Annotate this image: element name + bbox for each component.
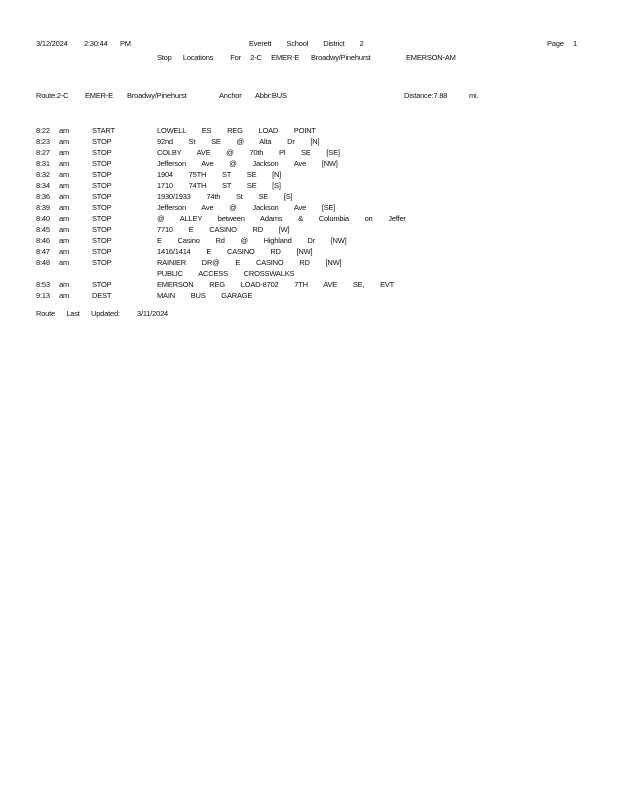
stop-time: 8:47 — [36, 247, 50, 256]
stop-ampm: am — [59, 203, 70, 212]
stop-type: STOP — [92, 181, 112, 190]
stop-row — [0, 147, 618, 158]
stop-ampm: am — [59, 170, 70, 179]
stop-ampm: am — [59, 225, 70, 234]
stop-type: STOP — [92, 280, 112, 289]
stop-row — [0, 158, 618, 169]
stop-time: 8:40 — [36, 214, 50, 223]
stop-row — [0, 125, 618, 136]
stop-description: RAINIER DR@ E CASINO RD [NW] — [157, 258, 342, 267]
stop-type: STOP — [92, 148, 112, 157]
stop-description: 1710 74TH ST SE [S] — [157, 181, 281, 190]
last-updated-label: Route Last Updated: — [36, 309, 120, 318]
stop-time: 8:36 — [36, 192, 50, 201]
stop-ampm: am — [59, 137, 70, 146]
stop-type: STOP — [92, 214, 112, 223]
stop-type: START — [92, 126, 115, 135]
stop-time: 8:53 — [36, 280, 50, 289]
stop-time: 8:46 — [36, 236, 50, 245]
report-date: 3/12/2024 — [36, 39, 68, 48]
stop-description: E Casino Rd @ Highland Dr [NW] — [157, 236, 347, 245]
stop-time: 8:34 — [36, 181, 50, 190]
page-label: Page — [547, 39, 564, 48]
stop-ampm: am — [59, 236, 70, 245]
stop-type: STOP — [92, 203, 112, 212]
stop-ampm: am — [59, 291, 70, 300]
stop-row — [0, 268, 618, 279]
stop-type: STOP — [92, 137, 112, 146]
stop-ampm: am — [59, 280, 70, 289]
page-number: 1 — [573, 39, 577, 48]
route-id: Route:2-C — [36, 91, 69, 100]
stop-description: @ ALLEY between Adams & Columbia on Jeffer — [157, 214, 406, 223]
stop-type: STOP — [92, 258, 112, 267]
route-distance-unit: mi. — [469, 91, 479, 100]
stop-time: 9:13 — [36, 291, 50, 300]
stop-time: 8:22 — [36, 126, 50, 135]
stop-type: DEST — [92, 291, 112, 300]
stop-ampm: am — [59, 214, 70, 223]
route-abbr: Abbr:BUS — [255, 91, 287, 100]
route-code: EMER-E — [85, 91, 113, 100]
stop-description: 1930/1933 74th St SE [S] — [157, 192, 293, 201]
stop-row — [0, 279, 618, 290]
stop-description: 7710 E CASINO RD [W] — [157, 225, 290, 234]
report-run-name: EMERSON-AM — [406, 53, 456, 62]
stop-description: COLBY AVE @ 70th Pl SE [SE] — [157, 148, 340, 157]
route-anchor: Anchor — [219, 91, 242, 100]
stop-time: 8:39 — [36, 203, 50, 212]
report-time-ampm: PM — [120, 39, 131, 48]
stop-description: Jefferson Ave @ Jackson Ave [SE] — [157, 203, 336, 212]
stop-row — [0, 180, 618, 191]
stop-type: STOP — [92, 159, 112, 168]
stop-ampm: am — [59, 126, 70, 135]
stop-description: 1416/1414 E CASINO RD [NW] — [157, 247, 313, 256]
stop-row — [0, 290, 618, 301]
report-time: 2:30:44 — [84, 39, 108, 48]
route-distance: Distance:7.88 — [404, 91, 448, 100]
stop-row — [0, 235, 618, 246]
stop-description: 1904 75TH ST SE [N] — [157, 170, 282, 179]
stop-row — [0, 191, 618, 202]
district-title: Everett School District 2 — [249, 39, 364, 48]
last-updated-date: 3/11/2024 — [137, 309, 169, 318]
stop-time: 8:48 — [36, 258, 50, 267]
stop-description: LOWELL ES REG LOAD POINT — [157, 126, 316, 135]
stop-type: STOP — [92, 192, 112, 201]
route-name: Broadwy/Pinehurst — [127, 91, 187, 100]
stop-description: MAIN BUS GARAGE — [157, 291, 253, 300]
stop-ampm: am — [59, 159, 70, 168]
stop-row — [0, 224, 618, 235]
stop-type: STOP — [92, 247, 112, 256]
stop-ampm: am — [59, 247, 70, 256]
stop-row — [0, 169, 618, 180]
stop-time: 8:45 — [36, 225, 50, 234]
stop-description: PUBLIC ACCESS CROSSWALKS — [157, 269, 295, 278]
stop-ampm: am — [59, 181, 70, 190]
stop-ampm: am — [59, 258, 70, 267]
stop-type: STOP — [92, 236, 112, 245]
report-title: Stop Locations For 2-C EMER-E — [157, 53, 300, 62]
stop-description: 92nd St SE @ Alta Dr [N] — [157, 137, 320, 146]
stop-ampm: am — [59, 192, 70, 201]
stop-row — [0, 136, 618, 147]
stop-row — [0, 257, 618, 268]
stop-row — [0, 213, 618, 224]
stop-time: 8:32 — [36, 170, 50, 179]
stop-time: 8:31 — [36, 159, 50, 168]
stop-type: STOP — [92, 225, 112, 234]
report-route-name: Broadwy/Pinehurst — [311, 53, 371, 62]
stop-ampm: am — [59, 148, 70, 157]
stop-time: 8:27 — [36, 148, 50, 157]
stop-row — [0, 202, 618, 213]
stop-type: STOP — [92, 170, 112, 179]
stop-row — [0, 246, 618, 257]
stop-description: Jefferson Ave @ Jackson Ave [NW] — [157, 159, 338, 168]
stop-description: EMERSON REG LOAD-8702 7TH AVE SE, EVT — [157, 280, 395, 289]
stop-time: 8:23 — [36, 137, 50, 146]
